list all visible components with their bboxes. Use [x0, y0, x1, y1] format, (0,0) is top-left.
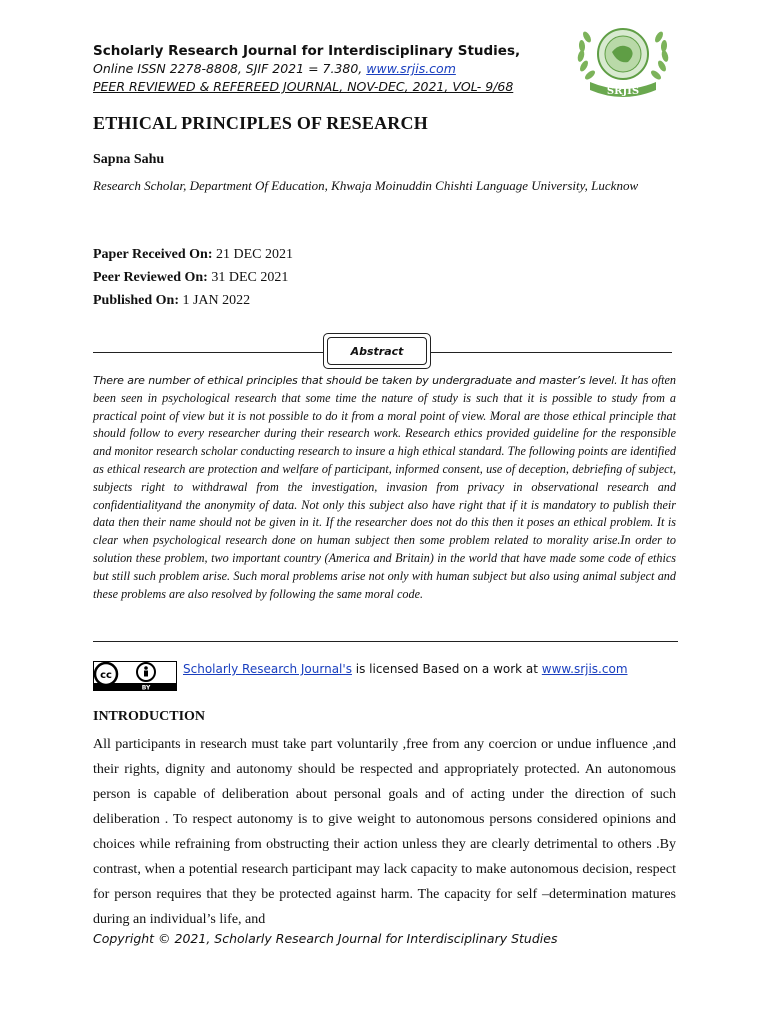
abstract-text: [93, 372, 676, 603]
journal-logo: [570, 22, 676, 108]
peer-review-line: PEER REVIEWED & REFEREED JOURNAL, NOV-DEC, 2021, VOL- 9/68: [93, 79, 514, 94]
journal-issn: [93, 60, 563, 78]
author-name: Sapna Sahu: [93, 152, 165, 167]
license-website-link[interactable]: www.srjis.com: [541, 662, 628, 676]
introduction-text: All participants in research must take part voluntarily ,free from any coercion or undue influence ,and their rights, dignity and autonomy should be respected and appropriately protected. An autonomous person is capable of deliberation about personal goals and of acting under the direction of such deliberation . To respect autonomy is to give weight to autonomous persons considered opinions and choices while refraining from obstructing their action unless they are clearly detrimental to others .By contrast, when a potential research participant may lack capacity to make autonomous decision, respect for person requires that they be protected against harm. The capacity for self –determination matures during an individual’s life, and: [93, 737, 676, 927]
introduction-heading: INTRODUCTION: [93, 709, 206, 724]
paper-title: ETHICAL PRINCIPLES OF RESEARCH: [93, 113, 428, 133]
abstract-body: It has often been seen in psychological research that some time the nature of study is such that it is possible to study from a practical point of view but it is not possible to do it from a moral point of view. Moral are those ethical principle that should follow to every researcher during their research work. Research ethics provided guideline for the responsible and monitor research scholar conducting research to insure a high ethical standard. The following points are identified as ethical research are protection and welfare of participant, informed consent, use of deception, debriefing of subject, subjects right to withdrawal from the investigation, invasion from privacy in observational research and confidentialityand the anonymity of data. Not only this subject also have right that if it is mandatory to publish their data then their name should not be given in it. If the researcher does not do this then it poses an ethical problem. It is clear when psychological research done on human subject then some problem related to morality arise.In order to solution these problem, two important country (America and Britain) in the world that have made some code of ethics but still such problem arise. Such moral problems arise not only with human subject but also using animal subject and these problems are also resolved by following the same moral code.: [93, 373, 677, 601]
copyright-footer: Copyright © 2021, Scholarly Research Journal for Interdisciplinary Studies: [93, 931, 558, 946]
abstract-divider-right: [429, 352, 672, 353]
abstract-label: Abstract: [327, 337, 427, 365]
published-date: Published On: 1 JAN 2022: [93, 293, 251, 308]
journal-title: Scholarly Research Journal for Interdisciplinary Studies,: [93, 43, 521, 59]
abstract-first-sentence: There are number of ethical principles that should be taken by undergraduate and master’s level.: [93, 374, 618, 387]
journal-name-link[interactable]: Scholarly Research Journal's: [183, 662, 352, 676]
license-text: is licensed Based on a work at: [351, 662, 542, 676]
cc-by-text: BY: [141, 684, 151, 691]
svg-text:cc: cc: [100, 670, 112, 681]
author-affiliation: Research Scholar, Department Of Education, Khwaja Moinuddin Chishti Language University, Lucknow: [93, 178, 639, 193]
abstract-bottom-divider: [93, 641, 678, 642]
received-date: Paper Received On: 21 DEC 2021: [93, 247, 293, 262]
abstract-divider-left: [93, 352, 323, 353]
journal-website-link[interactable]: www.srjis.com: [366, 61, 456, 76]
logo-text: SRJIS: [606, 86, 640, 97]
abstract-label-box: [323, 333, 431, 369]
issn-text: Online ISSN 2278-8808, SJIF 2021 = 7.380,: [93, 61, 367, 76]
creative-commons-by-badge[interactable]: [93, 661, 177, 691]
license-statement: [183, 662, 628, 676]
reviewed-date: Peer Reviewed On: 31 DEC 2021: [93, 270, 289, 285]
journal-header: [93, 42, 563, 96]
paper-dates: [93, 243, 293, 312]
